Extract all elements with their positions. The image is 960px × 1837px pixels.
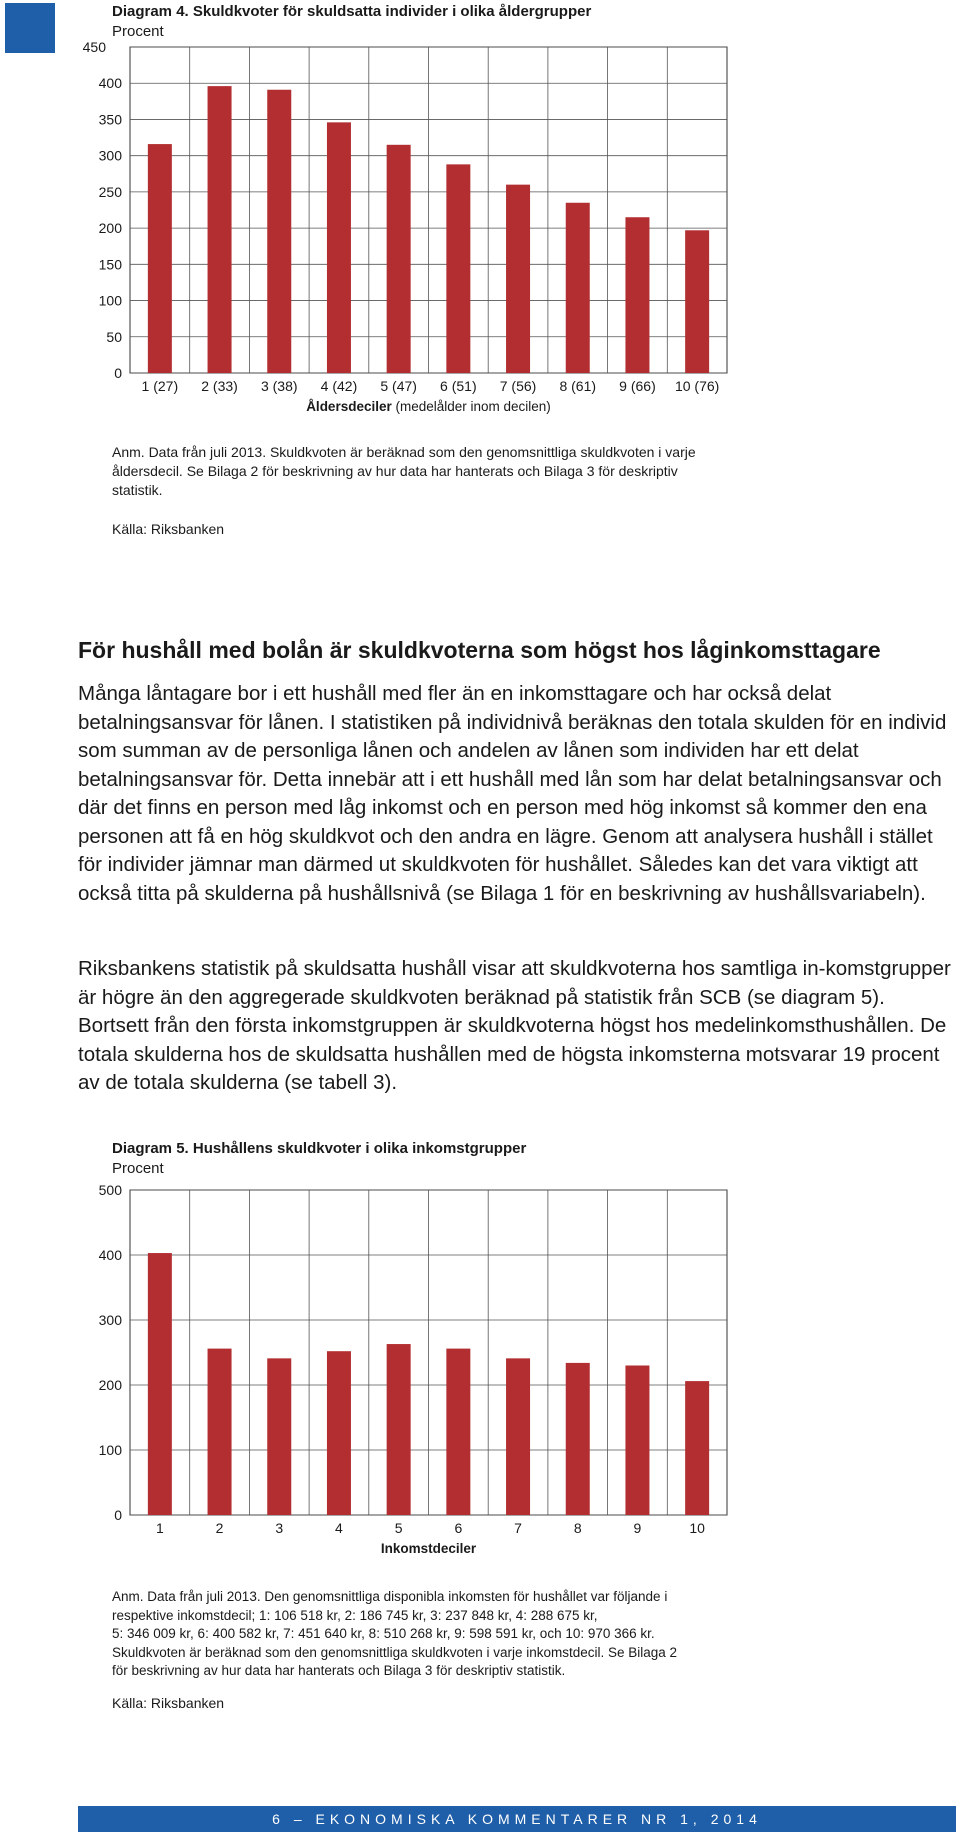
chart1-ytick-label: 100 — [98, 292, 122, 309]
chart2-bar — [625, 1366, 649, 1516]
chart2-ytick-label: 500 — [98, 1182, 122, 1198]
chart2-xtick-label: 9 — [633, 1520, 642, 1536]
chart1-ytick-label: 50 — [106, 328, 122, 345]
chart2-xtick-label: 7 — [514, 1520, 522, 1536]
chart1-ytick-label: 150 — [98, 256, 122, 273]
chart2-xtick-label: 3 — [275, 1520, 284, 1536]
chart2-note-line: för beskrivning av hur data har hanterats och Bilaga 3 för deskriptiv statistik. — [112, 1663, 566, 1678]
chart1-xtick-label: 10 (76) — [674, 378, 720, 394]
chart2-bar — [446, 1349, 470, 1515]
chart2-xtick-label: 6 — [454, 1520, 463, 1536]
paragraph-2-text: Riksbankens statistik på skuldsatta hushåll visar att skuldkvoterna hos samtliga in-komstgrupper är högre än den aggregerade skuldkvoten beräknad på statistik från SCB (se diagram 5). Bortsett från den första inkomstgruppen är skuldkvoterna högst hos medelinkomsthushållen. De totala skulderna hos de skuldsatta hushållen med de högsta inkomsterna motsvarar 19 procent av de totala skulderna (se tabell 3). — [78, 957, 951, 1094]
chart2-bar — [685, 1381, 709, 1515]
body-paragraph-1 — [78, 680, 958, 908]
chart2-bar — [208, 1349, 232, 1515]
chart1-xaxis-label: Åldersdeciler (medelålder inom decilen) — [306, 399, 551, 414]
chart2-note-line: Anm. Data från juli 2013. Den genomsnittliga disponibla inkomsten för hushållet var följande i — [112, 1589, 668, 1604]
chart1-bar — [625, 217, 649, 373]
chart1-xtick-label: 8 (61) — [559, 378, 597, 394]
chart1-bar — [208, 86, 232, 373]
chart2-plot — [0, 1100, 960, 1560]
paragraph-1-text: Många låntagare bor i ett hushåll med fler än en inkomsttagare och har också delat betalningsansvar för lånen. I statistiken på individnivå beräknas den totala skulden för en individ som summan av de personliga lånen och andelen av lånen som individen har ett delat betalningsansvar för. Detta innebär att i ett hushåll med lån som har delat betalningsansvar och där det finns en person med låg inkomst och en person med hög inkomst så kommer den ena personen att få en hög skuldkvot och den andra en lägre. Genom att analysera hushåll i stället för individer jämnar man därmed ut skuldkvoten för hushållet. Således kan det vara viktigt att också titta på skulderna på hushållsnivå (se Bilaga 1 för en beskrivning av hushållsvariabeln). — [78, 682, 947, 905]
chart1-plot — [0, 0, 960, 420]
chart1-bar — [327, 122, 351, 373]
chart1-ytick-label: 250 — [98, 183, 122, 200]
chart1-ytick-max: 450 — [82, 39, 106, 55]
chart1-xtick-label: 9 (66) — [619, 378, 656, 394]
chart2-ytick-label: 400 — [98, 1247, 122, 1263]
chart2-ytick-label: 100 — [98, 1442, 122, 1458]
chart1-ytick-label: 350 — [98, 111, 122, 128]
chart1-xtick-label: 2 (33) — [201, 378, 238, 394]
chart1-note: Anm. Data från juli 2013. Skuldkvoten är beräknad som den genomsnittliga skuldkvoten i varje åldersdecil. Se Bilaga 2 för beskrivning av hur data har hanterats och Bilaga 3 för deskriptiv statistik. — [112, 444, 696, 498]
chart2-xtick-label: 4 — [335, 1520, 343, 1536]
section-heading: För hushåll med bolån är skuldkvoterna som högst hos låginkomsttagare — [78, 637, 881, 663]
chart2-note-line: 5: 346 009 kr, 6: 400 582 kr, 7: 451 640 kr, 8: 510 268 kr, 9: 598 591 kr, och 10: 970 366 kr. — [112, 1626, 655, 1641]
chart2-xtick-label: 2 — [215, 1520, 224, 1536]
chart2-xtick-label: 5 — [394, 1520, 403, 1536]
chart1-xtick-label: 5 (47) — [380, 378, 417, 394]
chart1-source: Källa: Riksbanken — [112, 521, 225, 537]
chart1-xtick-label: 4 (42) — [320, 378, 358, 394]
chart2-source: Källa: Riksbanken — [112, 1695, 225, 1711]
body-paragraph-2 — [78, 955, 958, 1098]
footer-bar — [78, 1806, 956, 1832]
chart1-ytick-label: 400 — [98, 75, 122, 92]
chart1-bar — [267, 90, 291, 373]
chart2-bar — [148, 1253, 172, 1515]
chart1-xtick-label: 7 (56) — [499, 378, 537, 394]
chart2-bar — [267, 1358, 291, 1515]
chart2-bar — [506, 1358, 530, 1515]
footer-text: 6 – EKONOMISKA KOMMENTARER NR 1, 2014 — [272, 1811, 762, 1827]
chart1-unit-label: Procent — [112, 23, 164, 40]
chart1-ytick-label: 0 — [114, 365, 122, 381]
chart2-bar — [387, 1344, 411, 1515]
chart2-note-line: respektive inkomstdecil; 1: 106 518 kr, 2: 186 745 kr, 3: 237 848 kr, 4: 288 675 kr, — [112, 1607, 598, 1623]
chart1-ytick-label: 300 — [98, 147, 122, 164]
chart2-xaxis-label: Inkomstdeciler — [380, 1541, 477, 1556]
chart1-xtick-label: 3 (38) — [260, 378, 298, 394]
chart1-bar — [148, 144, 172, 373]
chart2-ytick-label: 300 — [98, 1312, 122, 1328]
chart2-ytick-label: 200 — [98, 1377, 122, 1393]
chart1-ytick-label: 200 — [98, 220, 122, 237]
chart2-xtick-label: 10 — [689, 1520, 705, 1536]
chart1-bar — [685, 230, 709, 373]
chart2-xtick-label: 1 — [155, 1520, 164, 1536]
chart1-bar — [566, 203, 590, 373]
chart1-title: Diagram 4. Skuldkvoter för skuldsatta individer i olika åldergrupper — [112, 3, 592, 20]
chart2-note-line: Skuldkvoten är beräknad som den genomsnittliga skuldkvoten i varje inkomstdecil. Se Bilaga 2 — [112, 1644, 678, 1660]
chart2-ytick-label: 0 — [114, 1507, 122, 1523]
chart1-bar — [506, 185, 530, 373]
chart2-note — [112, 1588, 852, 1681]
chart2-unit-label: Procent — [112, 1160, 164, 1177]
chart2-xtick-label: 8 — [573, 1520, 582, 1536]
chart1-bar — [446, 164, 470, 373]
chart2-bar — [327, 1351, 351, 1515]
chart2-bar — [566, 1363, 590, 1515]
chart1-bar — [387, 145, 411, 373]
chart1-xtick-label: 1 (27) — [141, 378, 179, 394]
chart1-xtick-label: 6 (51) — [440, 378, 477, 394]
chart2-title: Diagram 5. Hushållens skuldkvoter i olika inkomstgrupper — [112, 1140, 527, 1157]
